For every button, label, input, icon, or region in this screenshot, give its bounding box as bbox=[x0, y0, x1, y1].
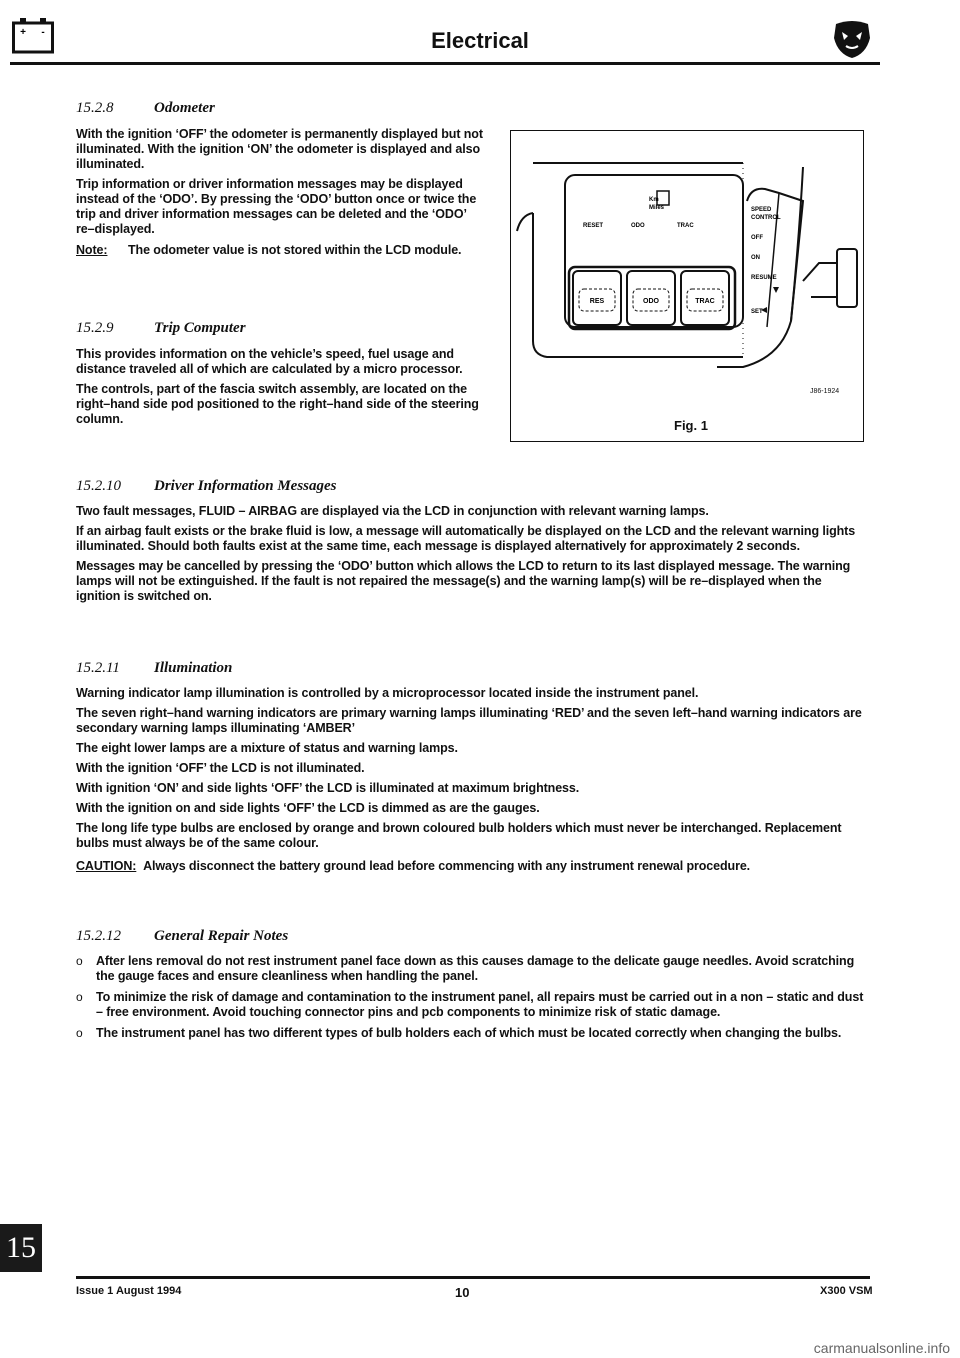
section-title: General Repair Notes bbox=[154, 928, 289, 944]
jaguar-logo-icon bbox=[830, 20, 874, 60]
footer-rule bbox=[76, 1276, 870, 1279]
footer-doc-id: X300 VSM bbox=[820, 1285, 873, 1297]
section-heading bbox=[76, 928, 868, 945]
section-heading bbox=[76, 478, 868, 495]
section-title: Driver Information Messages bbox=[154, 478, 337, 494]
watermark: carmanualsonline.info bbox=[813, 1340, 950, 1356]
paragraph: With ignition ‘ON’ and side lights ‘OFF’ the LCD is illuminated at maximum brightness. bbox=[76, 781, 580, 795]
header-rule bbox=[10, 62, 880, 65]
section-15-2-10 bbox=[76, 478, 868, 604]
odo-button-label: ODO bbox=[643, 298, 659, 305]
caution-text: Always disconnect the battery ground lead before commencing with any instrument renewal procedure. bbox=[143, 859, 751, 873]
trac-label: TRAC bbox=[677, 223, 694, 229]
list-item bbox=[76, 954, 868, 984]
page-title: Electrical bbox=[431, 28, 529, 53]
section-number: 15.2.9 bbox=[76, 320, 114, 336]
caution bbox=[76, 859, 868, 874]
figure-reference: J86-1924 bbox=[810, 388, 840, 395]
section-heading bbox=[76, 660, 868, 677]
paragraph: With the ignition ‘OFF’ the LCD is not illuminated. bbox=[76, 761, 365, 775]
set-label: SET bbox=[751, 309, 763, 315]
section-title: Trip Computer bbox=[154, 320, 246, 336]
on-label: ON bbox=[751, 255, 760, 261]
trac-button-label: TRAC bbox=[695, 298, 715, 305]
odo-label: ODO bbox=[631, 223, 645, 229]
section-15-2-12 bbox=[76, 928, 868, 1041]
battery-plus-glyph: + bbox=[20, 27, 26, 38]
miles-label: Miles bbox=[649, 205, 665, 211]
footer-issue: Issue 1 August 1994 bbox=[76, 1285, 182, 1297]
note-text: The odometer value is not stored within the LCD module. bbox=[128, 243, 462, 257]
paragraph: The seven right–hand warning indicators are primary warning lamps illuminating ‘RED’ and the seven left–hand warning indicators are secondary warning lamps illuminating ‘AMBER’ bbox=[76, 706, 862, 735]
off-label: OFF bbox=[751, 235, 763, 241]
figure-1 bbox=[510, 130, 864, 442]
reset-label: RESET bbox=[583, 223, 604, 229]
resume-label: RESUME bbox=[751, 275, 777, 281]
paragraph: Warning indicator lamp illumination is controlled by a microprocessor located inside the instrument panel. bbox=[76, 686, 699, 700]
battery-minus-glyph: - bbox=[41, 27, 45, 38]
speed-label: SPEED bbox=[751, 207, 772, 213]
section-15-2-8 bbox=[76, 100, 486, 258]
list-item-text: After lens removal do not rest instrument panel face down as this causes damage to the delicate gauge needles. Avoid scratching the gauge faces and ensure cleanliness when handling the panel. bbox=[96, 954, 855, 983]
figure-caption: Fig. 1 bbox=[674, 418, 708, 433]
paragraph: The eight lower lamps are a mixture of status and warning lamps. bbox=[76, 741, 458, 755]
paragraph: The long life type bulbs are enclosed by orange and brown coloured bulb holders which must never be interchanged. Replacement bulbs must always be of the same colour. bbox=[76, 821, 842, 850]
control-label: CONTROL bbox=[751, 215, 781, 221]
section-number: 15.2.8 bbox=[76, 100, 114, 116]
section-title: Illumination bbox=[154, 660, 233, 676]
section-tab: 15 bbox=[0, 1224, 42, 1272]
paragraph: With the ignition ‘OFF’ the odometer is permanently displayed but not illuminated. With the ignition ‘ON’ the odometer is displayed and also illuminated. bbox=[76, 127, 483, 171]
bullet-glyph: o bbox=[76, 954, 83, 968]
paragraph: If an airbag fault exists or the brake fluid is low, a message will automatically be displayed on the LCD and the relevant warning lights illuminated. Should both faults exist at the same time, each message is displayed alternatively for approximately 2 seconds. bbox=[76, 524, 856, 553]
paragraph: Trip information or driver information messages may be displayed instead of the ‘ODO’. By pressing the ‘ODO’ button once or twice the trip and driver information messages can be deleted and the ‘ODO’ re–displayed. bbox=[76, 177, 477, 236]
bullet-glyph: o bbox=[76, 990, 83, 1004]
section-15-2-11 bbox=[76, 660, 868, 874]
section-heading bbox=[76, 320, 486, 337]
section-heading bbox=[76, 100, 486, 117]
paragraph: Messages may be cancelled by pressing the ‘ODO’ button which allows the LCD to return to its last displayed message. The warning lamps will not be extinguished. If the fault is not repaired the message(s) and the warning lamp(s) will be re–displayed when the ignition is switched on. bbox=[76, 559, 851, 603]
section-number: 15.2.11 bbox=[76, 660, 120, 676]
page-number: 10 bbox=[455, 1285, 470, 1300]
note bbox=[76, 243, 486, 258]
section-number: 15.2.12 bbox=[76, 928, 121, 944]
paragraph: With the ignition on and side lights ‘OFF’ the LCD is dimmed as are the gauges. bbox=[76, 801, 540, 815]
paragraph: This provides information on the vehicle’s speed, fuel usage and distance traveled all of which are calculated by a micro processor. bbox=[76, 347, 463, 376]
section-number: 15.2.10 bbox=[76, 478, 121, 494]
paragraph: Two fault messages, FLUID – AIRBAG are displayed via the LCD in conjunction with relevant warning lamps. bbox=[76, 504, 709, 518]
section-title: Odometer bbox=[154, 100, 215, 116]
list-item bbox=[76, 990, 868, 1020]
res-button-label: RES bbox=[589, 298, 605, 305]
list-item-text: The instrument panel has two different types of bulb holders each of which must be located correctly when changing the bulbs. bbox=[96, 1026, 842, 1040]
section-15-2-9 bbox=[76, 320, 486, 427]
caution-label: CAUTION: bbox=[76, 859, 137, 873]
bullet-glyph: o bbox=[76, 1026, 83, 1040]
list-item-text: To minimize the risk of damage and contamination to the instrument panel, all repairs must be carried out in a non – static and dust – free environment. Avoid touching connector pins and pcb components to minimize risk of static damage. bbox=[96, 990, 864, 1019]
note-label: Note: bbox=[76, 243, 108, 257]
km-label: Km bbox=[649, 197, 659, 203]
paragraph: The controls, part of the fascia switch assembly, are located on the right–hand side pod positioned to the right–hand side of the steering column. bbox=[76, 382, 479, 426]
list-item bbox=[76, 1026, 868, 1041]
